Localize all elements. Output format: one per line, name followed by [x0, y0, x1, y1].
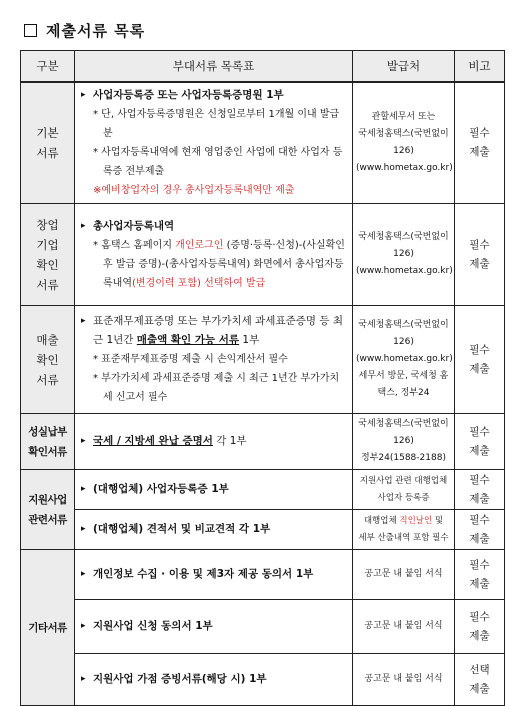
row-note: 필수 제출 — [455, 204, 505, 306]
list-subitem: * 표준재무제표증명 제출 시 손익계산서 필수 — [93, 354, 288, 365]
table-row — [21, 600, 505, 654]
row-documents — [75, 204, 353, 306]
list-item: ▸ (대행업체) 사업자등록증 1부 — [81, 480, 346, 499]
header-category: 구분 — [21, 51, 75, 83]
row-documents — [75, 306, 353, 414]
row-issuer: 국세청홈택스(국번없이 126) (www.hometax.go.kr) — [353, 204, 455, 306]
row-issuer: 공고문 내 붙임 서식 — [353, 654, 455, 706]
row-category: 기타서류 — [21, 550, 75, 706]
table-header-row — [21, 51, 505, 83]
list-item: ▸ 국세 / 지방세 완납 증명서 각 1부 — [81, 432, 346, 451]
list-item: ▸ 총사업자등록내역 — [81, 217, 346, 236]
row-note: 필수 제출 — [455, 414, 505, 470]
row-note: 필수 제출 — [455, 600, 505, 654]
row-issuer: 국세청홈택스(국번없이 126) 정부24(1588-2188) — [353, 414, 455, 470]
table-row — [21, 470, 505, 510]
row-category: 기본 서류 — [21, 82, 75, 204]
header-note: 비고 — [455, 51, 505, 83]
row-note: 필수 제출 — [455, 306, 505, 414]
table-row — [21, 82, 505, 204]
row-note: 필수 제출 — [455, 510, 505, 550]
list-item: ▸ (대행업체) 견적서 및 비교견적 각 1부 — [81, 520, 346, 539]
row-note: 필수 제출 — [455, 470, 505, 510]
list-item: ▸ 지원사업 가점 증빙서류(해당 시) 1부 — [81, 670, 346, 689]
row-documents — [75, 82, 353, 204]
table-row — [21, 654, 505, 706]
row-note: 필수 제출 — [455, 550, 505, 600]
row-category: 지원사업 관련서류 — [21, 470, 75, 550]
row-note: 필수 제출 — [455, 82, 505, 204]
row-documents — [75, 510, 353, 550]
page-title: 제출서류 목록 — [24, 20, 145, 41]
document-list-table — [20, 50, 505, 706]
row-issuer: 지원사업 관련 대행업체 사업자 등록증 — [353, 470, 455, 510]
table-row — [21, 204, 505, 306]
list-subitem: * 사업자등록내역에 현재 영업중인 사업에 대한 사업자 등록증 전부제출 — [93, 147, 343, 177]
list-item: ▸ 지원사업 신청 동의서 1부 — [81, 617, 346, 636]
warning-note: ※예비창업자의 경우 총사업자등록내역만 제출 — [93, 185, 295, 196]
row-documents — [75, 600, 353, 654]
table-row — [21, 306, 505, 414]
table-row — [21, 510, 505, 550]
row-issuer: 관할세무서 또는 국세청홈택스(국번없이 126) (www.hometax.go.kr) — [353, 82, 455, 204]
list-subitem: * 단, 사업자등록증명원은 신청일로부터 1개월 이내 발급분 — [93, 109, 340, 139]
row-issuer: 공고문 내 붙임 서식 — [353, 600, 455, 654]
row-category: 창업 기업 확인 서류 — [21, 204, 75, 306]
list-item: ▸ 개인정보 수집 · 이용 및 제3자 제공 동의서 1부 — [81, 565, 346, 584]
header-issuer: 발급처 — [353, 51, 455, 83]
table-row — [21, 414, 505, 470]
table-row — [21, 550, 505, 600]
row-issuer: 대행업체 직인날인 및 세부 산출내역 포함 필수 — [353, 510, 455, 550]
row-documents — [75, 654, 353, 706]
row-issuer: 국세청홈택스(국번없이 126) (www.hometax.go.kr) 세무서 방문, 국세청 홈택스, 정부24 — [353, 306, 455, 414]
row-category: 매출 확인 서류 — [21, 306, 75, 414]
row-issuer: 공고문 내 붙임 서식 — [353, 550, 455, 600]
list-subitem: * 부가가치세 과세표준증명 제출 시 최근 1년간 부가가치세 신고서 필수 — [93, 373, 340, 403]
list-item: ▸ 사업자등록증 또는 사업자등록증명원 1부 — [81, 86, 346, 105]
row-note: 선택 제출 — [455, 654, 505, 706]
row-documents — [75, 470, 353, 510]
row-documents — [75, 550, 353, 600]
row-category: 성실납부 확인서류 — [21, 414, 75, 470]
header-document: 부대서류 목록표 — [75, 51, 353, 83]
list-item: ▸ 표준재무제표증명 또는 부가가치세 과세표준증명 등 최근 1년간 매출액 확인 가능 서류 1부 — [81, 312, 346, 350]
row-documents — [75, 414, 353, 470]
list-subitem: * 홈택스 홈페이지 개인로그인 (증명·등록·신청)-(사실확인 후 발급 증명)-(총사업자등록내역) 화면에서 총사업자등록내역(변경이력 포함) 선택하여 발급 — [93, 239, 345, 289]
checkbox-icon — [24, 24, 37, 37]
